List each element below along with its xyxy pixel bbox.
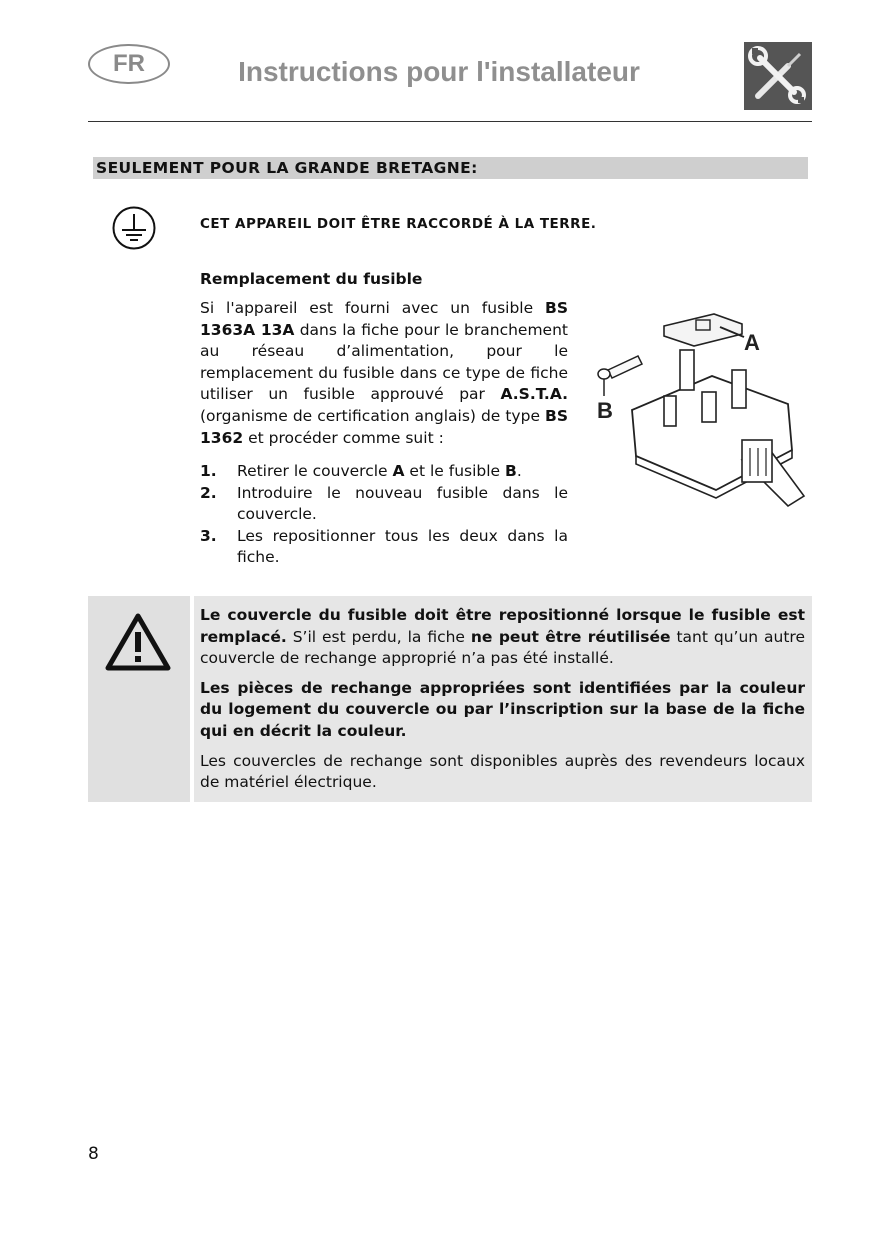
list-item: 2. Introduire le nouveau fusible dans le couvercle. (200, 483, 568, 524)
list-item: 1. Retirer le couvercle A et le fusible B. (200, 462, 522, 480)
label-a: A (744, 330, 760, 355)
earth-notice: CET APPAREIL DOIT ÊTRE RACCORDÉ À LA TERRE. (200, 216, 597, 232)
list-item: 3. Les repositionner tous les deux dans la fiche. (200, 526, 568, 567)
earth-ground-icon (111, 205, 157, 251)
wrench-screwdriver-icon (744, 42, 812, 110)
language-badge-label: FR (113, 50, 145, 77)
section-title: SEULEMENT POUR LA GRANDE BRETAGNE: (93, 157, 808, 179)
warning-paragraph-2: Les pièces de rechange appropriées sont identifiées par la couleur du logement du couvercle ou par l’inscription sur la base de la fiche qui en décrit la couleur. (200, 678, 805, 740)
plug-diagram (592, 300, 812, 515)
header-divider (88, 121, 812, 122)
warning-paragraph-1: Le couvercle du fusible doit être repositionné lorsque le fusible est remplacé. S’il est perdu, la fiche ne peut être réutilisée tant qu’un autre couvercle de rechange approprié n’a pas été installé. (200, 606, 805, 668)
steps-list (200, 461, 568, 569)
fuse-paragraph: Si l'appareil est fourni avec un fusible BS 1363A 13A dans la fiche pour le branchement au réseau d’alimentation, pour le remplacement du fusible dans ce type de fiche utiliser un fusible approuvé par A.S.T.A. (organisme de certification anglais) de type BS 1362 et procéder comme suit : (200, 299, 568, 447)
warning-triangle-icon (104, 612, 172, 672)
page-title: Instructions pour l'installateur (238, 56, 640, 87)
warning-paragraph-3: Les couvercles de rechange sont disponibles auprès des revendeurs locaux de matériel électrique. (200, 751, 805, 792)
fuse-heading: Remplacement du fusible (200, 270, 423, 288)
warning-text (200, 605, 805, 802)
label-b: B (597, 398, 613, 423)
page-number: 8 (88, 1144, 99, 1164)
